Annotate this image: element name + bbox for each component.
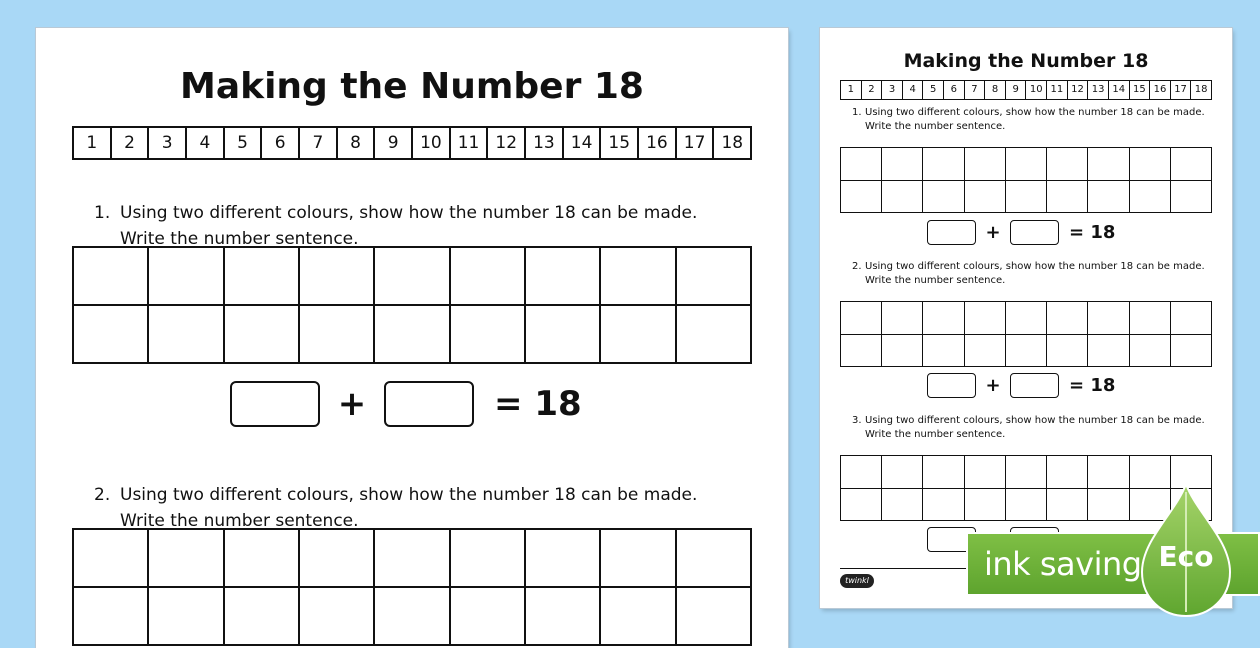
grid-cell[interactable] (1171, 181, 1212, 214)
number-line-cell: 1 (74, 128, 112, 158)
number-line-cell: 6 (944, 81, 965, 99)
question-instruction: Write the number sentence. (865, 121, 1006, 132)
grid-cell[interactable] (149, 588, 224, 646)
grid-cell[interactable] (601, 306, 676, 364)
number-line-cell: 16 (639, 128, 677, 158)
question-text: Using two different colours, show how the number 18 can be made. (865, 261, 1205, 272)
number-line-cell: 8 (985, 81, 1006, 99)
number-line-cell: 14 (564, 128, 602, 158)
grid-cell[interactable] (1006, 181, 1047, 214)
number-line-cell: 3 (882, 81, 903, 99)
grid-cell[interactable] (923, 335, 964, 368)
ten-frame-grid-2 (72, 528, 752, 646)
answer-box-second[interactable] (1010, 220, 1059, 245)
number-line-cell: 10 (413, 128, 451, 158)
grid-cell[interactable] (149, 248, 224, 306)
grid-cell[interactable] (882, 456, 923, 489)
question-2 (94, 482, 697, 534)
question-1 (852, 106, 1205, 134)
grid-cell[interactable] (965, 335, 1006, 368)
grid-cell[interactable] (677, 530, 752, 588)
grid-cell[interactable] (1047, 335, 1088, 368)
grid-cell[interactable] (1171, 148, 1212, 181)
grid-cell[interactable] (677, 306, 752, 364)
number-line-cell: 5 (923, 81, 944, 99)
question-instruction: Write the number sentence. (865, 429, 1006, 440)
grid-cell[interactable] (300, 588, 375, 646)
question-number: 3. (852, 415, 862, 426)
number-line-cell: 8 (338, 128, 376, 158)
grid-cell[interactable] (882, 148, 923, 181)
answer-box-second[interactable] (1010, 373, 1059, 398)
grid-cell[interactable] (1006, 456, 1047, 489)
grid-cell[interactable] (451, 588, 526, 646)
number-line-cell: 15 (601, 128, 639, 158)
grid-cell[interactable] (1047, 456, 1088, 489)
eco-label: Eco (1158, 540, 1214, 573)
equals-18: = 18 (494, 384, 582, 424)
grid-cell[interactable] (882, 302, 923, 335)
grid-cell[interactable] (300, 306, 375, 364)
plus-sign: + (985, 375, 1001, 396)
grid-cell[interactable] (1047, 489, 1088, 522)
grid-cell[interactable] (375, 588, 450, 646)
grid-cell[interactable] (225, 306, 300, 364)
grid-cell[interactable] (1006, 302, 1047, 335)
grid-cell[interactable] (451, 306, 526, 364)
grid-cell[interactable] (923, 148, 964, 181)
grid-cell[interactable] (1006, 148, 1047, 181)
ten-frame-grid-1 (840, 147, 1212, 213)
grid-cell[interactable] (841, 148, 882, 181)
grid-cell[interactable] (841, 302, 882, 335)
question-number: 1. (94, 203, 111, 223)
grid-cell[interactable] (1047, 181, 1088, 214)
number-line-cell: 7 (300, 128, 338, 158)
grid-cell[interactable] (1130, 181, 1171, 214)
grid-cell[interactable] (1088, 456, 1129, 489)
grid-cell[interactable] (1047, 302, 1088, 335)
number-line-cell: 12 (488, 128, 526, 158)
question-2 (852, 260, 1205, 288)
grid-cell[interactable] (1088, 335, 1129, 368)
worksheet-title: Making the Number 18 (180, 66, 644, 107)
number-line-cell: 11 (1047, 81, 1068, 99)
grid-cell[interactable] (841, 181, 882, 214)
number-line-cell: 2 (112, 128, 150, 158)
question-instruction: Write the number sentence. (865, 275, 1006, 286)
grid-cell[interactable] (1006, 335, 1047, 368)
grid-cell[interactable] (74, 530, 149, 588)
grid-cell[interactable] (1088, 302, 1129, 335)
grid-cell[interactable] (375, 530, 450, 588)
answer-box-first[interactable] (927, 373, 976, 398)
worksheet-title: Making the Number 18 (903, 50, 1149, 72)
twinkl-logo: twinkl (840, 574, 874, 588)
number-sentence-1 (230, 381, 582, 427)
number-line-cell: 16 (1150, 81, 1171, 99)
grid-cell[interactable] (225, 530, 300, 588)
grid-cell[interactable] (300, 248, 375, 306)
number-line-cell: 13 (526, 128, 564, 158)
grid-cell[interactable] (451, 248, 526, 306)
question-text: Using two different colours, show how the number 18 can be made. (865, 415, 1205, 426)
number-line-cell: 18 (1194, 84, 1208, 95)
number-sentence-2 (927, 373, 1115, 398)
number-line-cell: 13 (1088, 81, 1109, 99)
question-instruction: Write the number sentence. (120, 229, 359, 249)
question-number: 1. (852, 107, 862, 118)
grid-cell[interactable] (923, 181, 964, 214)
grid-cell[interactable] (451, 530, 526, 588)
grid-cell[interactable] (1088, 489, 1129, 522)
grid-cell[interactable] (74, 306, 149, 364)
number-line-cell: 1 (841, 81, 862, 99)
number-line-cell: 4 (903, 81, 924, 99)
grid-cell[interactable] (965, 181, 1006, 214)
ten-frame-grid-2 (840, 301, 1212, 367)
question-instruction: Write the number sentence. (120, 511, 359, 531)
number-line-cell: 15 (1130, 81, 1151, 99)
ten-frame-grid-1 (72, 246, 752, 364)
answer-box-first[interactable] (230, 381, 320, 427)
ink-saving-text: ink saving (984, 545, 1142, 583)
number-line-cell: 12 (1068, 81, 1089, 99)
grid-cell[interactable] (1130, 302, 1171, 335)
number-line (840, 80, 1212, 100)
number-line-cell: 11 (451, 128, 489, 158)
grid-cell[interactable] (526, 588, 601, 646)
grid-cell[interactable] (526, 248, 601, 306)
grid-cell[interactable] (965, 489, 1006, 522)
grid-cell[interactable] (841, 335, 882, 368)
question-number: 2. (94, 485, 111, 505)
grid-cell[interactable] (677, 248, 752, 306)
question-text: Using two different colours, show how the number 18 can be made. (120, 203, 698, 223)
grid-cell[interactable] (1088, 148, 1129, 181)
worksheet-large (36, 28, 788, 648)
grid-cell[interactable] (300, 530, 375, 588)
grid-cell[interactable] (1006, 489, 1047, 522)
grid-cell[interactable] (1171, 302, 1212, 335)
grid-cell[interactable] (526, 530, 601, 588)
grid-cell[interactable] (225, 248, 300, 306)
grid-cell[interactable] (1130, 335, 1171, 368)
grid-cell[interactable] (601, 588, 676, 646)
grid-cell[interactable] (601, 530, 676, 588)
grid-cell[interactable] (149, 306, 224, 364)
grid-cell[interactable] (841, 456, 882, 489)
grid-cell[interactable] (225, 588, 300, 646)
number-line-cell: 18 (721, 133, 744, 153)
grid-cell[interactable] (149, 530, 224, 588)
number-line-cell: 5 (225, 128, 263, 158)
number-line-cell: 4 (187, 128, 225, 158)
number-line-cell: 17 (1171, 81, 1192, 99)
grid-cell[interactable] (1171, 335, 1212, 368)
grid-cell[interactable] (677, 588, 752, 646)
grid-cell[interactable] (1047, 148, 1088, 181)
grid-cell[interactable] (882, 489, 923, 522)
number-line-cell: 9 (1006, 81, 1027, 99)
number-line-cell: 14 (1109, 81, 1130, 99)
grid-cell[interactable] (965, 302, 1006, 335)
equals-18: = 18 (1069, 222, 1116, 243)
number-line-cell: 6 (262, 128, 300, 158)
grid-cell[interactable] (375, 306, 450, 364)
answer-box-first[interactable] (927, 220, 976, 245)
question-text: Using two different colours, show how the number 18 can be made. (865, 107, 1205, 118)
question-number: 2. (852, 261, 862, 272)
grid-cell[interactable] (74, 248, 149, 306)
number-line (72, 126, 752, 160)
number-line-cell: 17 (677, 128, 715, 158)
plus-sign: + (985, 222, 1001, 243)
grid-cell[interactable] (923, 489, 964, 522)
number-line-cell: 2 (862, 81, 883, 99)
question-3 (852, 414, 1205, 442)
grid-cell[interactable] (923, 456, 964, 489)
grid-cell[interactable] (74, 588, 149, 646)
grid-cell[interactable] (965, 456, 1006, 489)
equals-18: = 18 (1069, 375, 1116, 396)
grid-cell[interactable] (923, 302, 964, 335)
grid-cell[interactable] (1088, 181, 1129, 214)
number-line-cell: 7 (965, 81, 986, 99)
number-line-cell: 10 (1026, 81, 1047, 99)
number-line-cell: 9 (375, 128, 413, 158)
answer-box-second[interactable] (384, 381, 474, 427)
question-text: Using two different colours, show how the number 18 can be made. (120, 485, 698, 505)
number-sentence-1 (927, 220, 1115, 245)
grid-cell[interactable] (601, 248, 676, 306)
grid-cell[interactable] (1130, 148, 1171, 181)
grid-cell[interactable] (882, 335, 923, 368)
grid-cell[interactable] (841, 489, 882, 522)
grid-cell[interactable] (965, 148, 1006, 181)
grid-cell[interactable] (882, 181, 923, 214)
grid-cell[interactable] (526, 306, 601, 364)
plus-sign: + (337, 384, 367, 424)
grid-cell[interactable] (375, 248, 450, 306)
number-line-cell: 3 (149, 128, 187, 158)
question-1 (94, 200, 697, 252)
